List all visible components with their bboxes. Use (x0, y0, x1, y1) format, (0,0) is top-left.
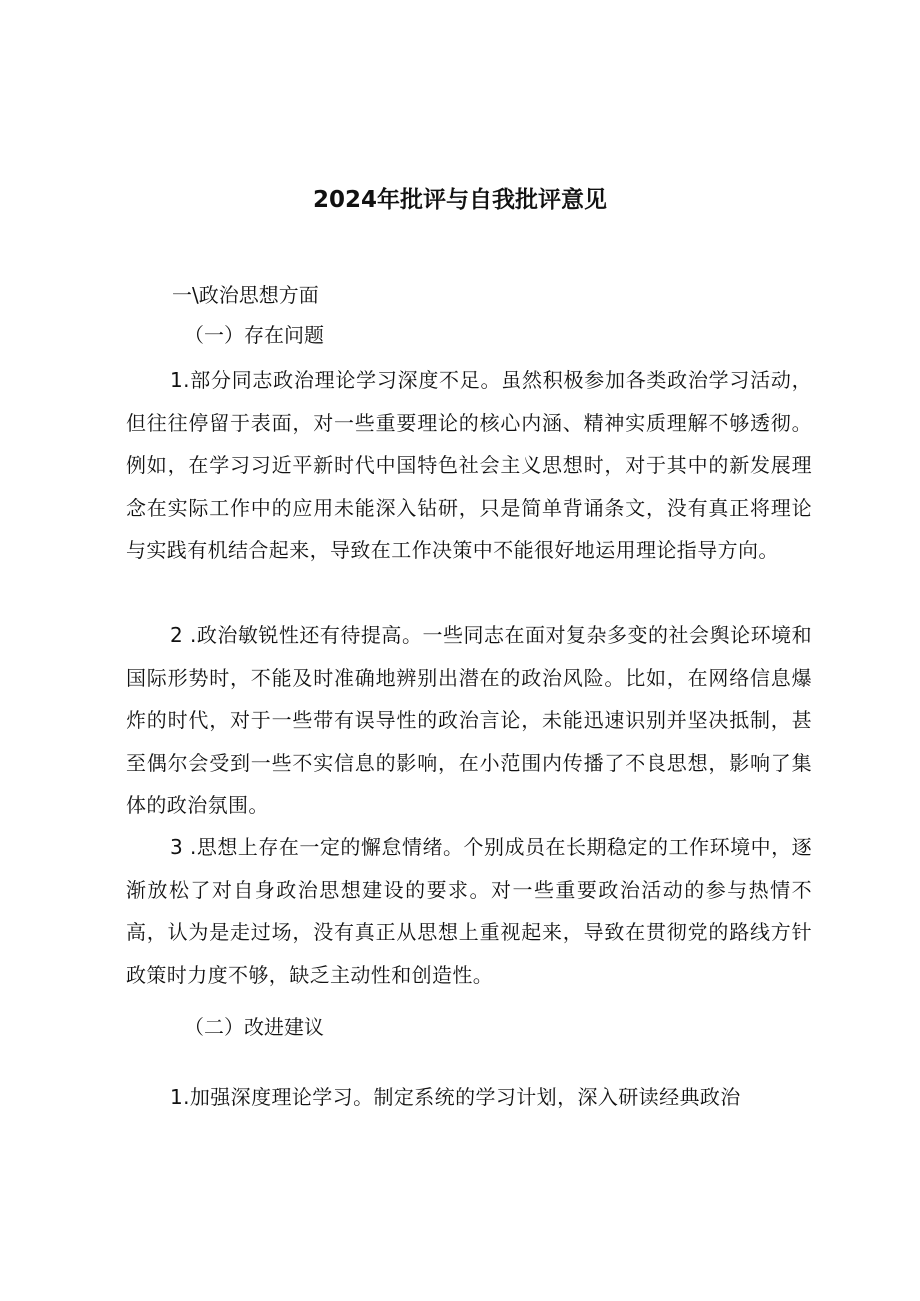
subsection-heading-existing-problems: （一）存在问题 (184, 323, 324, 347)
subsection-heading-improvement-suggestions: （二）改进建议 (184, 1015, 324, 1039)
paragraph-suggestion-1: 1.加强深度理论学习。制定系统的学习计划，深入研读经典政治 (170, 1085, 741, 1109)
paragraph-problem-2: 2 .政治敏锐性还有待提高。一些同志在面对复杂多变的社会舆论环境和国际形势时，不能及时准确地辨别出潜在的政治风险。比如，在网络信息爆炸的时代，对于一些带有误导性的政治言论，未能迅速识别并坚决抵制，甚至偶尔会受到一些不实信息的影响，在小范围内传播了不良思想，影响了集体的政治氛围。 (126, 623, 812, 817)
paragraph-problem-1: 1.部分同志政治理论学习深度不足。虽然积极参加各类政治学习活动，但往往停留于表面，对一些重要理论的核心内涵、精神实质理解不够透彻。例如，在学习习近平新时代中国特色社会主义思想时，对于其中的新发展理念在实际工作中的应用未能深入钻研，只是简单背诵条文，没有真正将理论与实践有机结合起来，导致在工作决策中不能很好地运用理论指导方向。 (126, 368, 812, 562)
paragraph-problem-3: 3 .思想上存在一定的懈怠情绪。个别成员在长期稳定的工作环境中，逐渐放松了对自身政治思想建设的要求。对一些重要政治活动的参与热情不高，认为是走过场，没有真正从思想上重视起来，导致在贯彻党的路线方针政策时力度不够，缺乏主动性和创造性。 (126, 835, 812, 987)
document-title: 2024年批评与自我批评意见 (312, 187, 607, 213)
section-heading-political-thought: 一\政治思想方面 (172, 283, 319, 307)
